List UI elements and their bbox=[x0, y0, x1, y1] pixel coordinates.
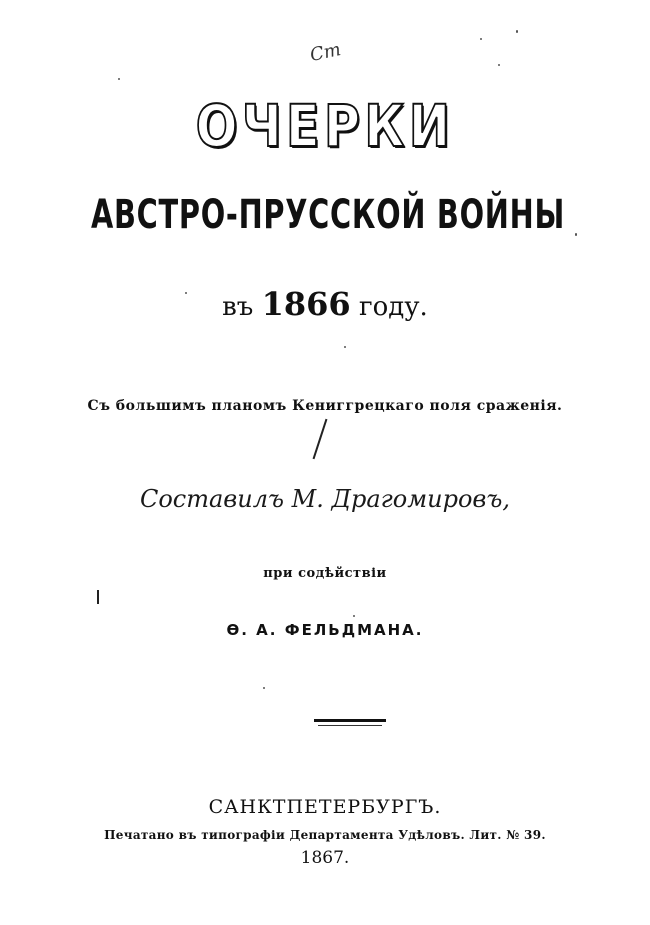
scan-speck bbox=[498, 64, 500, 66]
scan-speck bbox=[480, 38, 482, 40]
scan-speck bbox=[344, 346, 346, 348]
margin-mark bbox=[97, 590, 99, 604]
scan-speck bbox=[263, 687, 265, 689]
scan-speck bbox=[516, 30, 518, 33]
pencil-mark bbox=[313, 419, 328, 460]
plan-note: Съ большимъ планомъ Кениггрецкаго поля сраженія. bbox=[87, 398, 563, 414]
scan-speck bbox=[575, 233, 577, 236]
title-year-line bbox=[0, 285, 650, 323]
assistance-line: при содѣйствіи bbox=[263, 566, 387, 581]
book-title: ОЧЕРКИ bbox=[195, 92, 455, 160]
scan-speck bbox=[118, 78, 120, 80]
ornamental-rule bbox=[314, 719, 386, 722]
author-line: Составилъ М. Драгомировъ, bbox=[139, 485, 510, 513]
imprint-city: САНКТПЕТЕРБУРГЪ. bbox=[208, 796, 442, 818]
year-suffix: году. bbox=[358, 292, 428, 322]
pencil-annotation: Cm bbox=[308, 39, 343, 66]
scan-speck bbox=[353, 615, 355, 617]
scan-speck bbox=[185, 292, 187, 294]
assistant-name: Ѳ. А. ФЕЛЬДМАНА. bbox=[226, 621, 424, 639]
book-subtitle: АВСТРО-ПРУССКОЙ ВОЙНЫ bbox=[90, 192, 566, 238]
imprint-year: 1867. bbox=[300, 848, 350, 868]
year-prefix: въ bbox=[222, 292, 254, 322]
ornamental-rule-thin bbox=[318, 725, 382, 726]
title-year: 1866 bbox=[261, 285, 351, 323]
imprint-printer: Печатано въ типографіи Департамента Удѣловъ. Лит. № 39. bbox=[104, 828, 546, 842]
